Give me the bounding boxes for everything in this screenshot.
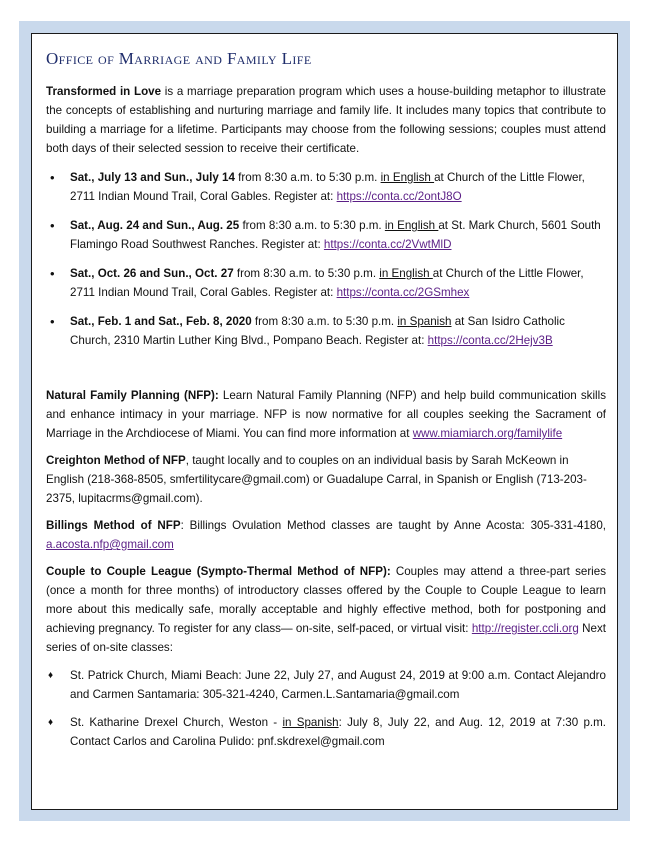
session-dates: Sat., Oct. 26 and Sun., Oct. 27 <box>70 267 234 280</box>
document-page <box>31 33 618 810</box>
session-location: at San Isidro Catholic Church, 2310 Martin Luther King Blvd., Pompano Beach. Register at: <box>70 315 565 347</box>
class-language: in Spanish <box>282 716 339 729</box>
ccl-register-link[interactable]: http://register.ccli.org <box>471 622 579 635</box>
session-language: in English <box>380 171 435 184</box>
session-time: from 8:30 a.m. to 5:30 p.m. <box>251 315 398 328</box>
intro-paragraph <box>46 82 606 158</box>
billings-text: : Billings Ovulation Method classes are taught by Anne Acosta: 305-331-4180, <box>180 519 607 532</box>
session-register-link[interactable]: https://conta.cc/2GSmhex <box>336 286 470 299</box>
session-location: at Church of the Little Flower, 2711 Indian Mound Trail, Coral Gables. Register at: <box>70 267 584 299</box>
nfp-text: Learn Natural Family Planning (NFP) and help build communication skills and enhance intimacy in your marriage. NFP is now normative for all couples seeking the Sacrament of Marriage in the Archdiocese of Miami. You can find more information at <box>46 389 606 440</box>
document-content <box>46 48 606 751</box>
class-list <box>46 666 606 751</box>
session-time: from 8:30 a.m. to 5:30 p.m. <box>239 219 385 232</box>
session-register-link[interactable]: https://conta.cc/2Hejv3B <box>427 334 553 347</box>
session-item <box>46 312 606 350</box>
session-language: in Spanish <box>397 315 452 328</box>
session-time: from 8:30 a.m. to 5:30 p.m. <box>234 171 381 184</box>
creighton-heading: Creighton Method of NFP <box>46 454 186 467</box>
intro-heading: Transformed in Love <box>46 85 162 98</box>
session-dates: Sat., July 13 and Sun., July 14 <box>70 171 235 184</box>
session-register-link[interactable]: https://conta.cc/2VwtMlD <box>323 238 452 251</box>
class-text-after: : July 8, July 22, and Aug. 12, 2019 at 7:30 p.m. Contact Carlos and Carolina Pulido: pnf.skdrexel@gmail.com <box>70 716 606 748</box>
nfp-link[interactable]: www.miamiarch.org/familylife <box>412 427 563 440</box>
creighton-text: , taught locally and to couples on an individual basis by Sarah McKeown in English (218-368-8505, smfertilitycare@gmail.com) or Guadalupe Carral, in Spanish or English (713-203-2375, lupitacrms@gmail.com). <box>46 454 587 505</box>
session-dates: Sat., Feb. 1 and Sat., Feb. 8, 2020 <box>70 315 252 328</box>
session-item <box>46 216 606 254</box>
session-language: in English <box>379 267 433 280</box>
session-dates: Sat., Aug. 24 and Sun., Aug. 25 <box>70 219 240 232</box>
session-time: from 8:30 a.m. to 5:30 p.m. <box>233 267 380 280</box>
class-text: St. Katharine Drexel Church, Weston - <box>70 716 283 729</box>
class-item <box>46 713 606 751</box>
class-text: St. Patrick Church, Miami Beach: June 22, July 27, and August 24, 2019 at 9:00 a.m. Contact Alejandro and Carmen Santamaria: 305-321-4240, Carmen.L.Santamaria@gmail.com <box>70 669 606 701</box>
billings-paragraph <box>46 516 606 554</box>
ccl-paragraph <box>46 562 606 657</box>
session-location: at St. Mark Church, 5601 South Flamingo Road Southwest Ranches. Register at: <box>70 219 601 251</box>
billings-email-link[interactable]: a.acosta.nfp@gmail.com <box>46 538 174 551</box>
ccl-after-text: Next series of on-site classes: <box>46 622 607 654</box>
creighton-paragraph <box>46 451 606 508</box>
nfp-heading: Natural Family Planning (NFP): <box>46 389 219 402</box>
billings-heading: Billings Method of NFP <box>46 519 181 532</box>
nfp-paragraph <box>46 386 606 443</box>
session-language: in English <box>384 219 439 232</box>
session-item <box>46 264 606 302</box>
session-register-link[interactable]: https://conta.cc/2ontJ8O <box>336 190 462 203</box>
session-location: at Church of the Little Flower, 2711 Indian Mound Trail, Coral Gables. Register at: <box>70 171 585 203</box>
ccl-text: Couples may attend a three-part series (once a month for three months) of introductory classes offered by the Couple to Couple League to learn more about this medically safe, morally acceptable and highly effective method, both for postponing and achieving pregnancy. To register for any class— on-site, self-paced, or virtual visit: <box>46 565 607 635</box>
page-title: Office of Marriage and Family Life <box>46 49 312 68</box>
session-list <box>46 168 606 350</box>
class-item <box>46 666 606 704</box>
intro-text: is a marriage preparation program which uses a house-building metaphor to illustrate the concepts of establishing and nurturing marriage and family life. It includes many topics that contribute to building a marriage for a lifetime. Participants may choose from the following sessions; couples must attend both days of their selected session to receive their certificate. <box>46 85 606 155</box>
ccl-heading: Couple to Couple League (Sympto-Thermal Method of NFP): <box>46 565 391 578</box>
session-item <box>46 168 606 206</box>
